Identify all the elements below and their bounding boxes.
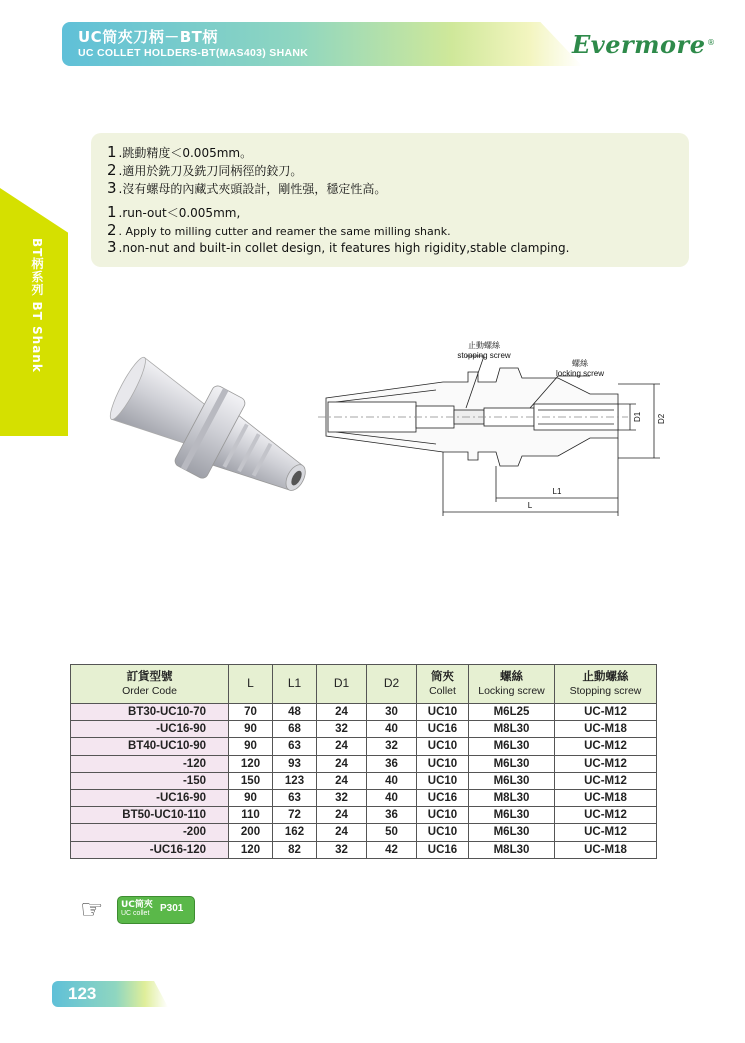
side-tab-label: BT柄系列 BT Shank xyxy=(30,238,44,373)
cell-l: 90 xyxy=(229,721,273,738)
cell-lock: M6L30 xyxy=(469,807,555,824)
cell-code: -150 xyxy=(71,772,229,789)
cell-d2: 40 xyxy=(367,721,417,738)
cell-l: 70 xyxy=(229,704,273,721)
table-row xyxy=(71,841,657,858)
cell-l: 90 xyxy=(229,738,273,755)
cell-l1: 48 xyxy=(273,704,317,721)
cell-stop: UC-M12 xyxy=(555,772,657,789)
cell-l1: 63 xyxy=(273,738,317,755)
cell-collet: UC10 xyxy=(417,755,469,772)
cell-collet: UC10 xyxy=(417,738,469,755)
cell-l: 200 xyxy=(229,824,273,841)
cell-l1: 68 xyxy=(273,721,317,738)
cell-collet: UC16 xyxy=(417,789,469,806)
cell-d2: 42 xyxy=(367,841,417,858)
cell-d2: 50 xyxy=(367,824,417,841)
cell-stop: UC-M18 xyxy=(555,721,657,738)
l1-label: L1 xyxy=(552,487,562,496)
table-row xyxy=(71,738,657,755)
locking-screw-label-zh: 螺絲 xyxy=(572,359,588,368)
cell-l: 90 xyxy=(229,789,273,806)
cell-d1: 24 xyxy=(317,738,367,755)
table-row xyxy=(71,755,657,772)
header-collet: 筒夾 Collet xyxy=(417,665,469,704)
cell-collet: UC10 xyxy=(417,704,469,721)
features-box xyxy=(91,133,689,267)
header-d1: D1 xyxy=(317,665,367,704)
cell-code: -UC16-90 xyxy=(71,721,229,738)
cell-code: -200 xyxy=(71,824,229,841)
evermore-logo xyxy=(572,30,705,59)
stopping-screw-label-en: stopping screw xyxy=(457,351,511,360)
cell-lock: M6L25 xyxy=(469,704,555,721)
cell-lock: M8L30 xyxy=(469,789,555,806)
feature-en-3: 3 .non-nut and built-in collet design, it features high rigidity,stable clamping. xyxy=(107,238,570,256)
table-header-row xyxy=(71,665,657,704)
cell-l1: 63 xyxy=(273,789,317,806)
page-number: 123 xyxy=(68,984,97,1003)
table-row xyxy=(71,721,657,738)
page-subtitle: UC COLLET HOLDERS-BT(MAS403) SHANK xyxy=(78,47,309,59)
header-l1: L1 xyxy=(273,665,317,704)
table-row xyxy=(71,807,657,824)
cell-code: BT30-UC10-70 xyxy=(71,704,229,721)
cell-l: 120 xyxy=(229,841,273,858)
cell-d1: 32 xyxy=(317,789,367,806)
registered-mark: ® xyxy=(707,38,715,47)
header-locking-screw: 螺絲 Locking screw xyxy=(469,665,555,704)
cell-l1: 162 xyxy=(273,824,317,841)
cell-d2: 32 xyxy=(367,738,417,755)
reference-label-zh: UC筒夾 xyxy=(121,900,153,910)
cell-d1: 24 xyxy=(317,772,367,789)
cell-lock: M6L30 xyxy=(469,755,555,772)
cell-stop: UC-M12 xyxy=(555,755,657,772)
cell-collet: UC10 xyxy=(417,772,469,789)
cell-lock: M6L30 xyxy=(469,772,555,789)
cell-d1: 24 xyxy=(317,824,367,841)
cell-l1: 72 xyxy=(273,807,317,824)
cell-d1: 24 xyxy=(317,755,367,772)
pointing-hand-icon: ☞ xyxy=(80,895,104,925)
cell-d1: 32 xyxy=(317,841,367,858)
cell-collet: UC16 xyxy=(417,721,469,738)
cell-l1: 82 xyxy=(273,841,317,858)
table-row xyxy=(71,704,657,721)
spec-table xyxy=(70,664,657,859)
cell-l1: 123 xyxy=(273,772,317,789)
technical-drawing xyxy=(318,338,698,518)
cell-collet: UC16 xyxy=(417,841,469,858)
page-title: UC筒夾刀柄－BT柄 xyxy=(78,28,218,46)
cell-l1: 93 xyxy=(273,755,317,772)
cell-lock: M6L30 xyxy=(469,824,555,841)
cell-d2: 30 xyxy=(367,704,417,721)
cell-d1: 24 xyxy=(317,704,367,721)
cell-stop: UC-M12 xyxy=(555,807,657,824)
d1-label: D1 xyxy=(633,411,642,422)
cell-d2: 40 xyxy=(367,789,417,806)
cell-d2: 36 xyxy=(367,755,417,772)
cell-code: BT40-UC10-90 xyxy=(71,738,229,755)
l-label: L xyxy=(527,501,533,510)
feature-en-2: 2 . Apply to milling cutter and reamer the same milling shank. xyxy=(107,221,451,239)
d2-label: D2 xyxy=(657,413,666,424)
header-d2: D2 xyxy=(367,665,417,704)
cell-d1: 32 xyxy=(317,721,367,738)
feature-zh-3: 3 .沒有螺母的內藏式夾頭設計，剛性强，穩定性高。 xyxy=(107,179,387,197)
cell-stop: UC-M18 xyxy=(555,789,657,806)
header-l: L xyxy=(229,665,273,704)
cell-lock: M6L30 xyxy=(469,738,555,755)
stopping-screw-label-zh: 止動螺絲 xyxy=(468,341,500,350)
cell-code: -UC16-120 xyxy=(71,841,229,858)
table-row xyxy=(71,772,657,789)
cell-stop: UC-M12 xyxy=(555,704,657,721)
cell-code: -120 xyxy=(71,755,229,772)
cell-stop: UC-M12 xyxy=(555,738,657,755)
table-row xyxy=(71,824,657,841)
feature-zh-2: 2 .適用於銑刀及銑刀同柄徑的鉸刀。 xyxy=(107,161,303,179)
cell-lock: M8L30 xyxy=(469,841,555,858)
logo-text: Evermore xyxy=(572,30,706,59)
cell-d1: 24 xyxy=(317,807,367,824)
cell-l: 110 xyxy=(229,807,273,824)
reference-page: P301 xyxy=(160,903,184,914)
table-row xyxy=(71,789,657,806)
cell-collet: UC10 xyxy=(417,807,469,824)
cell-code: -UC16-90 xyxy=(71,789,229,806)
cell-stop: UC-M18 xyxy=(555,841,657,858)
cell-collet: UC10 xyxy=(417,824,469,841)
cell-stop: UC-M12 xyxy=(555,824,657,841)
cell-d2: 36 xyxy=(367,807,417,824)
header-stopping-screw: 止動螺絲 Stopping screw xyxy=(555,665,657,704)
cell-lock: M8L30 xyxy=(469,721,555,738)
cell-d2: 40 xyxy=(367,772,417,789)
feature-en-1: 1 .run-out＜0.005mm, xyxy=(107,203,241,221)
cell-l: 150 xyxy=(229,772,273,789)
cell-l: 120 xyxy=(229,755,273,772)
header-order-code: 訂貨型號 Order Code xyxy=(71,665,229,704)
reference-label-en: UC collet xyxy=(121,910,150,917)
feature-zh-1: 1 .跳動精度＜0.005mm。 xyxy=(107,143,253,161)
cell-code: BT50-UC10-110 xyxy=(71,807,229,824)
locking-screw-label-en: locking screw xyxy=(555,369,605,378)
